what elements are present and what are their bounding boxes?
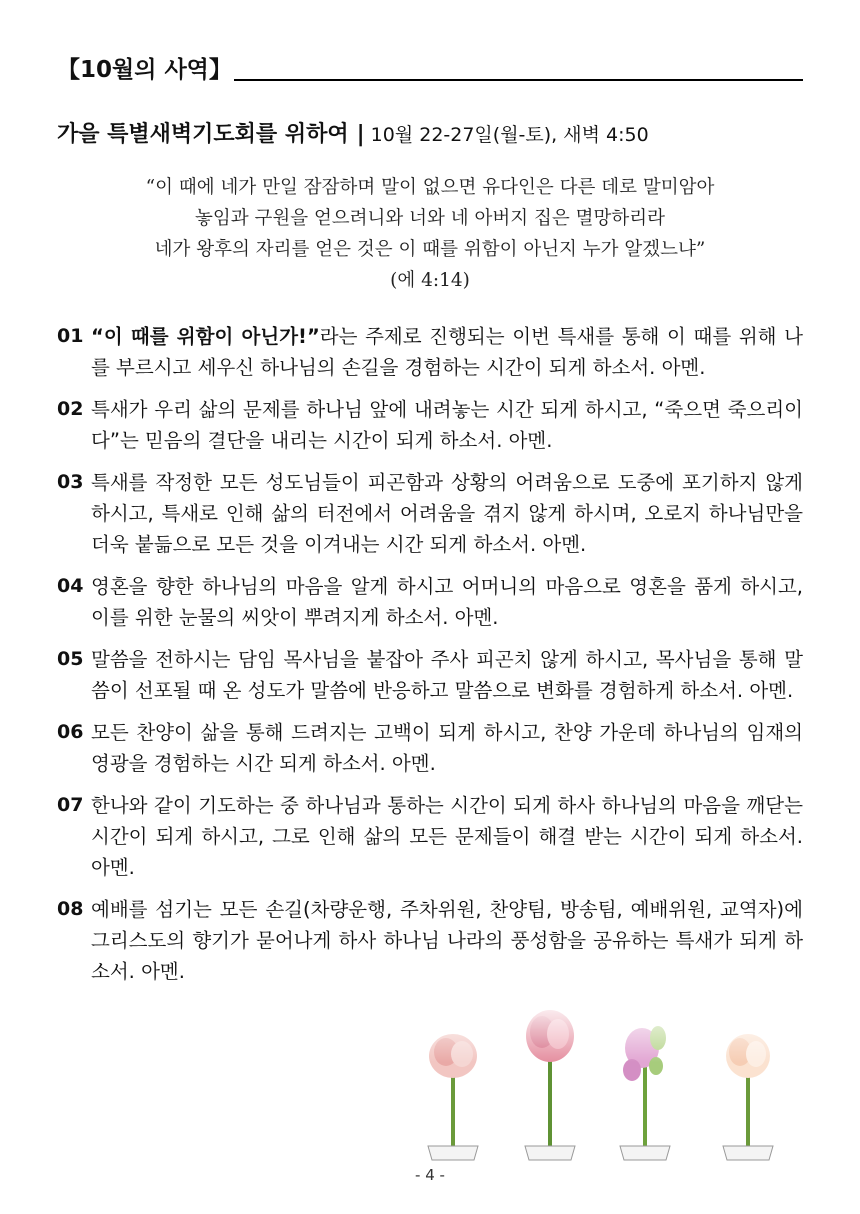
flower-vases-icon	[380, 1008, 800, 1163]
verse-reference: (에 4:14)	[390, 270, 470, 291]
prayer-text	[91, 321, 803, 383]
section-header	[57, 54, 803, 84]
prayer-item	[57, 790, 803, 883]
prayer-theme: “이 때를 위함이 아닌가!”	[91, 325, 320, 348]
event-heading	[57, 120, 817, 151]
page-number: - 4 -	[415, 1166, 445, 1184]
prayer-number: 04	[57, 575, 84, 597]
prayer-item	[57, 644, 803, 706]
prayer-list	[57, 321, 803, 998]
prayer-text: 한나와 같이 기도하는 중 하나님과 통하는 시간이 되게 하사 하나님의 마음을 깨닫는 시간이 되게 하시고, 그로 인해 삶의 모든 문제들이 해결 받는 시간이 되게 하소서. 아멘.	[91, 794, 803, 879]
prayer-text: 특새가 우리 삶의 문제를 하나님 앞에 내려놓는 시간 되게 하시고, “죽으면 죽으리이다”는 믿음의 결단을 내리는 시간이 되게 하소서. 아멘.	[91, 398, 803, 452]
verse-line: 놓임과 구원을 얻으려니와 너와 네 아버지 집은 멸망하리라	[194, 208, 666, 229]
prayer-item	[57, 717, 803, 779]
prayer-item	[57, 394, 803, 456]
prayer-body: 라는 주제로 진행되는 이번 특새를 통해 이 때를 위해 나를 부르시고 세우신 하나님의 손길을 경험하는 시간이 되게 하소서. 아멘.	[91, 325, 803, 379]
prayer-item	[57, 321, 803, 383]
scripture-quote	[57, 172, 803, 296]
prayer-item	[57, 467, 803, 560]
prayer-text: 예배를 섬기는 모든 손길(차량운행, 주차위원, 찬양팀, 방송팀, 예배위원, 교역자)에 그리스도의 향기가 묻어나게 하사 하나님 나라의 풍성함을 공유하는 특새가 되게 하소서. 아멘.	[91, 898, 803, 983]
verse-line: 네가 왕후의 자리를 얻은 것은 이 때를 위함이 아닌지 누가 알겠느냐”	[154, 239, 706, 260]
event-schedule: 10월 22-27일(월-토), 새벽 4:50	[370, 124, 649, 146]
prayer-number: 01	[57, 325, 84, 347]
prayer-number: 06	[57, 721, 84, 743]
prayer-number: 03	[57, 471, 84, 493]
section-title: 【10월의 사역】	[57, 57, 232, 83]
header-underline	[234, 79, 803, 81]
prayer-text: 특새를 작정한 모든 성도님들이 피곤함과 상황의 어려움으로 도중에 포기하지 않게 하시고, 특새로 인해 삶의 터전에서 어려움을 겪지 않게 하시며, 오로지 하나님만을 더욱 붙듦으로 모든 것을 이겨내는 시간 되게 하소서. 아멘.	[91, 471, 803, 556]
prayer-number: 07	[57, 794, 84, 816]
prayer-number: 08	[57, 898, 84, 920]
prayer-number: 05	[57, 648, 84, 670]
prayer-number: 02	[57, 398, 84, 420]
prayer-item	[57, 894, 803, 987]
title-separator: |	[356, 122, 365, 147]
event-title: 가을 특별새벽기도회를 위하여	[57, 122, 349, 147]
prayer-text: 영혼을 향한 하나님의 마음을 알게 하시고 어머니의 마음으로 영혼을 품게 하시고, 이를 위한 눈물의 씨앗이 뿌려지게 하소서. 아멘.	[91, 575, 803, 629]
prayer-text: 말씀을 전하시는 담임 목사님을 붙잡아 주사 피곤치 않게 하시고, 목사님을 통해 말씀이 선포될 때 온 성도가 말씀에 반응하고 말씀으로 변화를 경험하게 하소서. 아멘.	[91, 648, 803, 702]
prayer-text: 모든 찬양이 삶을 통해 드려지는 고백이 되게 하시고, 찬양 가운데 하나님의 임재의 영광을 경험하는 시간 되게 하소서. 아멘.	[91, 721, 803, 775]
verse-line: “이 때에 네가 만일 잠잠하며 말이 없으면 유다인은 다른 데로 말미암아	[145, 177, 715, 198]
prayer-item	[57, 571, 803, 633]
